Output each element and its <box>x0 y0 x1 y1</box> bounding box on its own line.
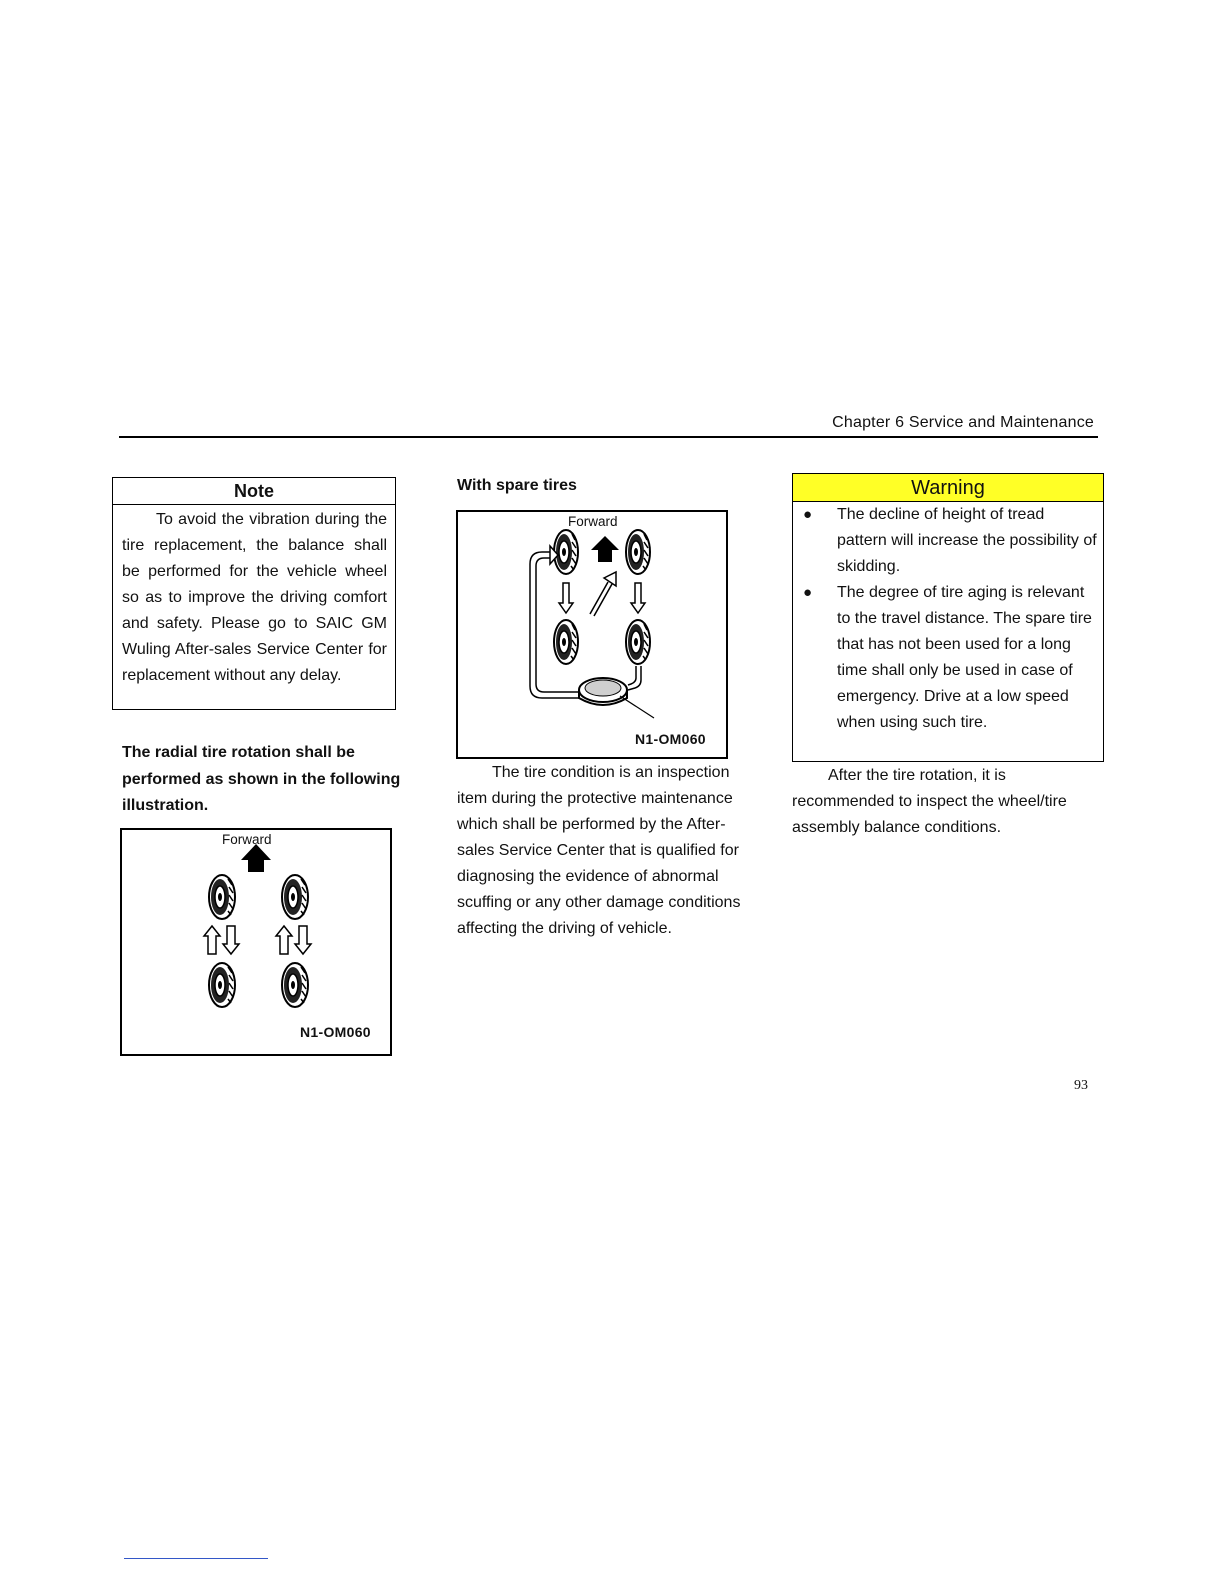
warning-item-text: The degree of tire aging is relevant to the travel distance. The spare tire that has not been used for a long time shall only be used in case of emergency. Drive at a low speed when using such tire. <box>837 584 1092 731</box>
warning-title: Warning <box>793 474 1103 502</box>
bullet-icon: ● <box>803 506 813 523</box>
warning-item <box>793 580 1103 736</box>
page-number: 93 <box>1074 1078 1088 1093</box>
note-body: To avoid the vibration during the tire replacement, the balance shall be performed for the vehicle wheel so as to improve the driving comfort and safety. Please go to SAIC GM Wuling After-sales Service Center for replacement without any delay. <box>122 511 387 684</box>
warning-item-text: The decline of height of tread pattern will increase the possibility of skidding. <box>837 506 1097 575</box>
radial-rotation-heading: The radial tire rotation shall be performed as shown in the following illustration. <box>122 744 401 814</box>
balance-check-paragraph: After the tire rotation, it is recommended to inspect the wheel/tire assembly balance conditions. <box>792 767 1067 836</box>
spare-tires-heading: With spare tires <box>457 477 577 494</box>
note-box <box>112 477 396 710</box>
forward-label: Forward <box>568 514 618 529</box>
bullet-icon: ● <box>803 584 813 601</box>
warning-box <box>792 473 1104 762</box>
tire-condition-paragraph: The tire condition is an inspection item during the protective maintenance which shall be performed by the After-sales Service Center that is qualified for diagnosing the evidence of abnormal scuffing or any other damage conditions affecting the driving of vehicle. <box>457 764 741 937</box>
figure-code: N1-OM060 <box>635 731 706 747</box>
note-title: Note <box>113 478 395 505</box>
warning-list <box>793 502 1103 736</box>
spare-rotation-figure <box>456 510 728 759</box>
forward-label: Forward <box>222 832 272 847</box>
warning-item <box>793 502 1103 580</box>
radial-rotation-diagram <box>122 830 390 1054</box>
header-rule <box>119 436 1098 438</box>
chapter-header: Chapter 6 Service and Maintenance <box>832 414 1094 431</box>
spare-rotation-diagram <box>458 512 726 757</box>
footer-line <box>124 1558 268 1559</box>
figure-code: N1-OM060 <box>300 1024 371 1040</box>
radial-rotation-figure <box>120 828 392 1056</box>
